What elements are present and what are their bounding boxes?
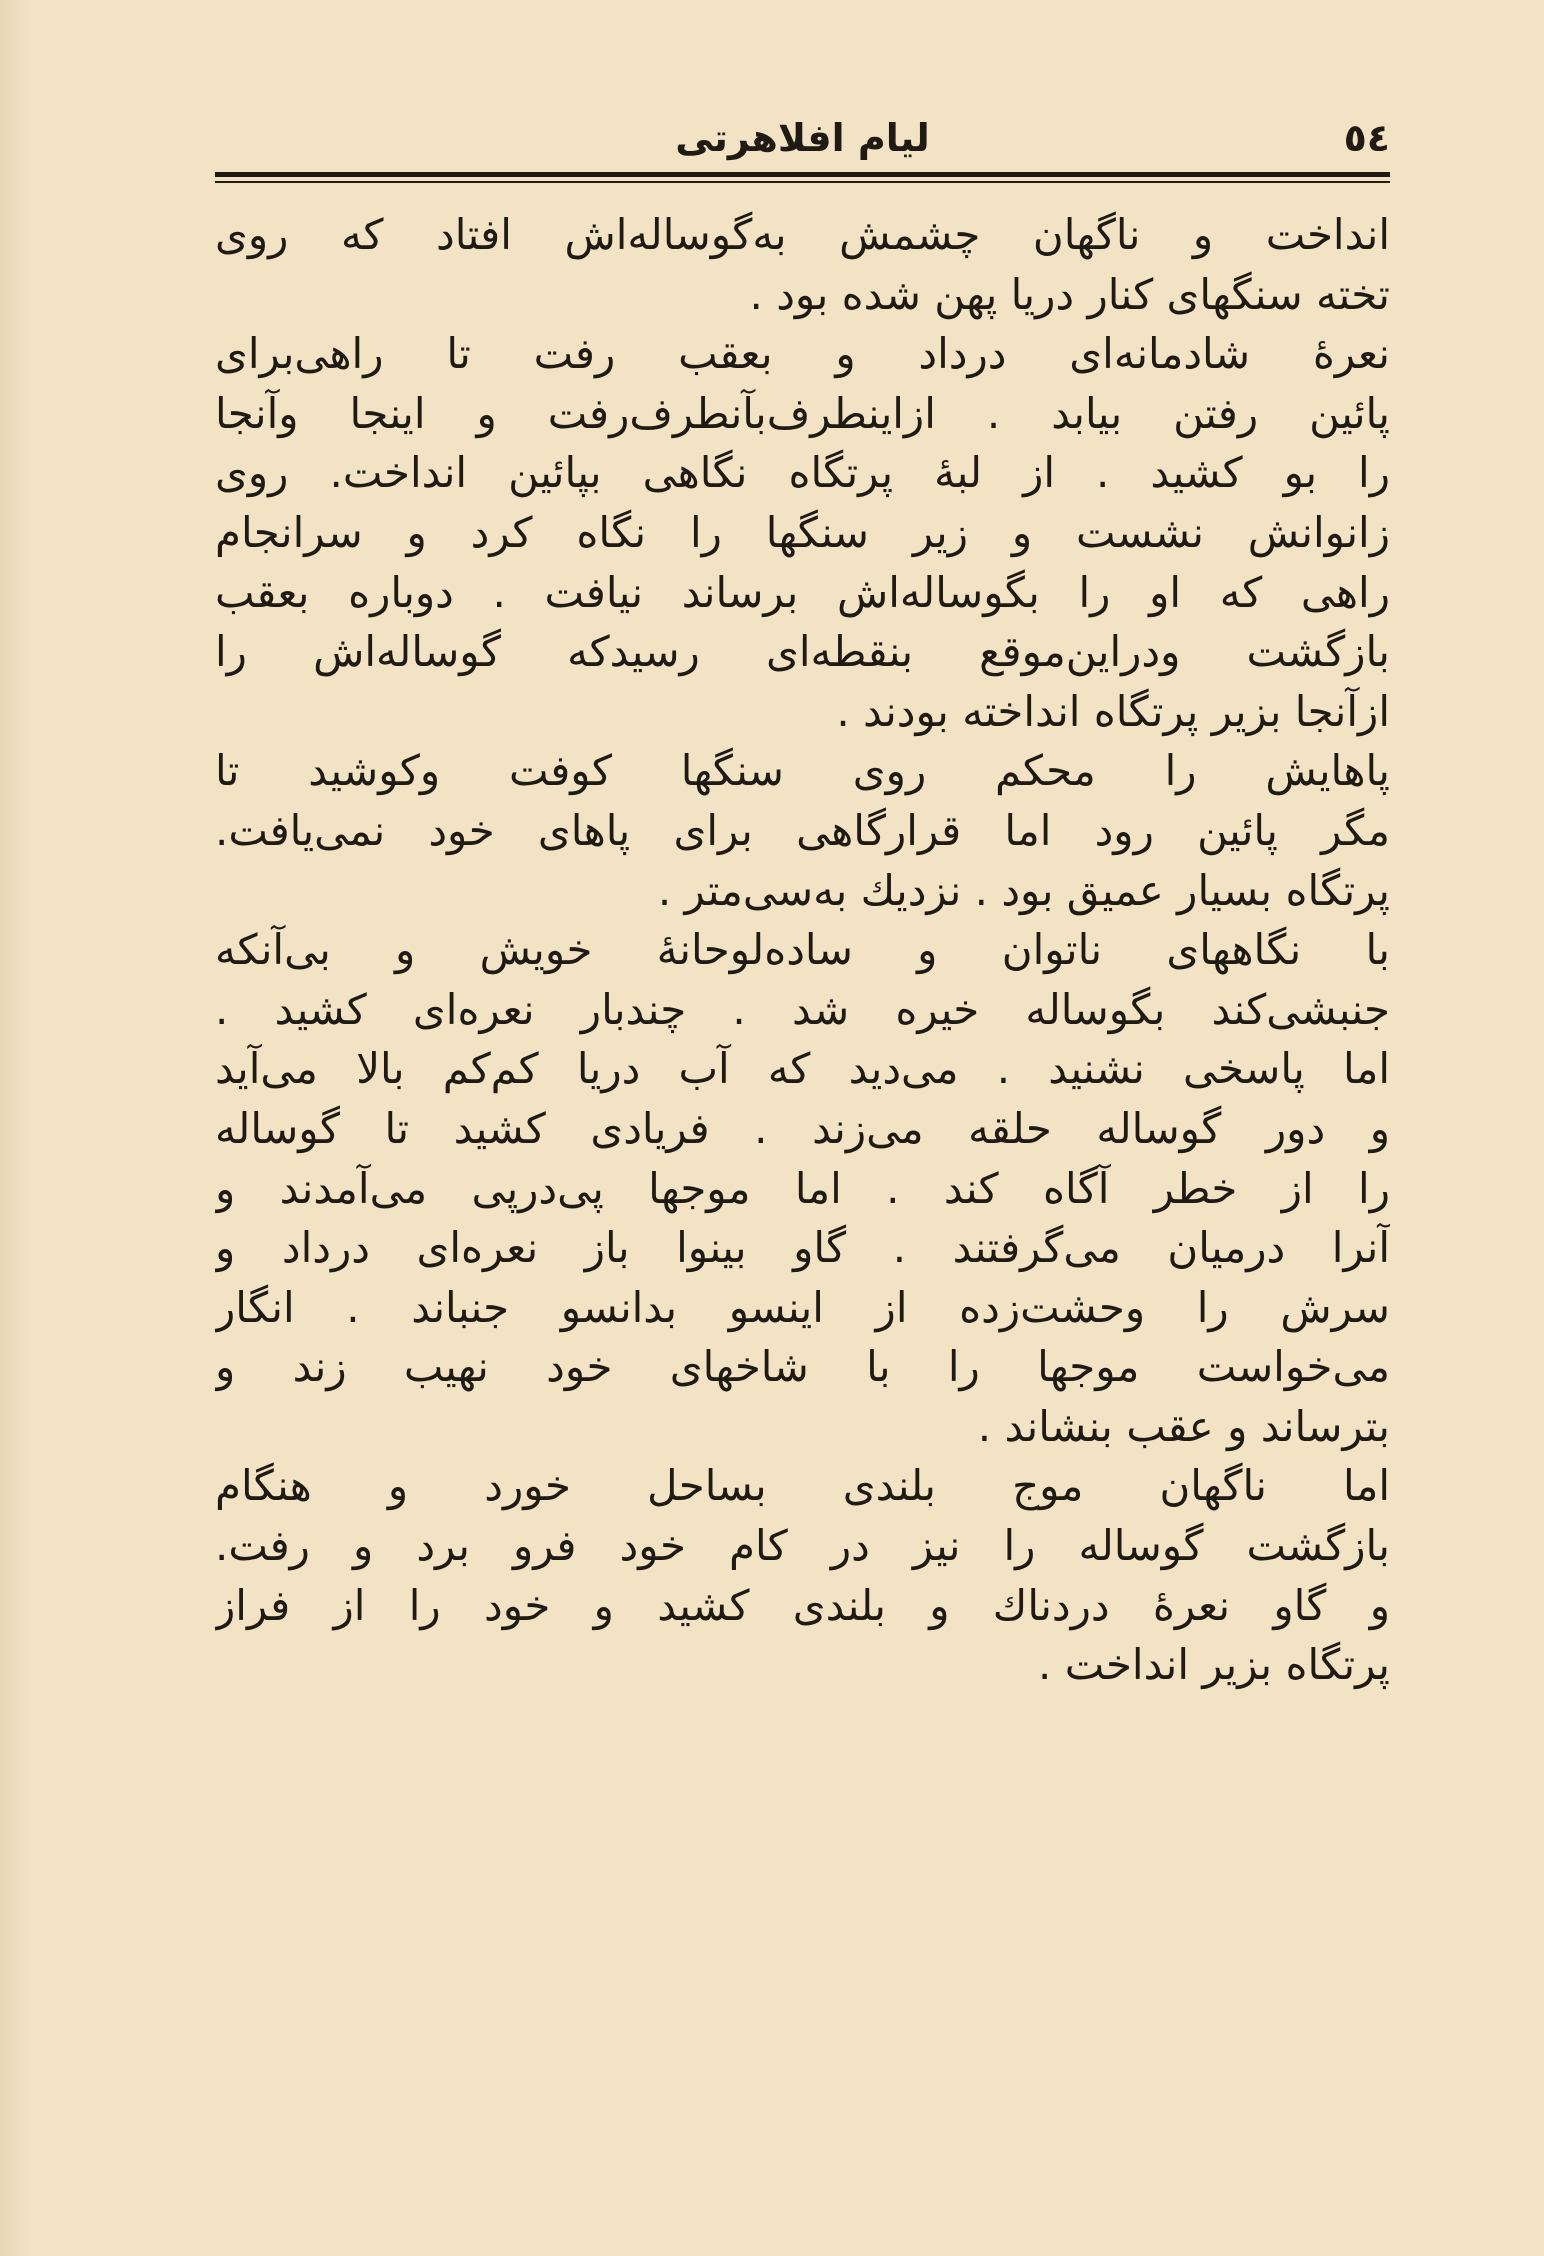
- text-line: اما پاسخی نشنید . می‌دید که آب دریا کم‌کم بالا می‌آید: [215, 1044, 1390, 1094]
- text-line: پائین رفتن بیابد . ازاینطرف‌بآنطرف‌رفت و اینجا وآنجا: [215, 388, 1390, 438]
- header-rule-thin: [215, 181, 1390, 183]
- text-line: اما ناگهان موج بلندی بساحل خورد و هنگام: [215, 1461, 1390, 1511]
- text-line: بازگشت ودراین‌موقع بنقطه‌ای رسیدکه گوساله‌اش را: [215, 627, 1390, 677]
- text-line: زانوانش نشست و زیر سنگها را نگاه کرد و سرانجام: [215, 507, 1390, 557]
- text-line: را از خطر آگاه کند . اما موجها پی‌درپی می‌آمدند و: [215, 1163, 1390, 1213]
- text-line: نعرهٔ شادمانه‌ای درداد و بعقب رفت تا راهی‌برای: [215, 329, 1390, 379]
- text-line: و دور گوساله حلقه می‌زند . فریادی کشید تا گوساله: [215, 1103, 1390, 1153]
- text-line: سرش را وحشت‌زده از اینسو بدانسو جنباند . انگار: [215, 1282, 1390, 1332]
- text-line: جنبشی‌کند بگوساله خیره شد . چندبار نعره‌ای کشید .: [215, 984, 1390, 1034]
- text-line: را بو کشید . از لبهٔ پرتگاه نگاهی بپائین انداخت. روی: [215, 448, 1390, 498]
- text-line: پرتگاه بزیر انداخت .: [1038, 1640, 1390, 1690]
- text-line: با نگاههای ناتوان و ساده‌لوحانهٔ خویش و بی‌آنکه: [215, 925, 1390, 975]
- text-line: پاهایش را محکم روی سنگها کوفت وکوشید تا: [215, 746, 1390, 796]
- running-head: [215, 110, 1390, 170]
- text-line: می‌خواست موجها را با شاخهای خود نهیب زند و: [215, 1342, 1390, 1392]
- text-line: تخته سنگهای کنار دریا پهن شده بود .: [749, 269, 1390, 319]
- text-line: بترساند و عقب بنشاند .: [977, 1401, 1390, 1451]
- text-line: بازگشت گوساله را نیز در کام خود فرو برد و رفت.: [215, 1521, 1390, 1571]
- running-title: لیام افلاهرتی: [675, 116, 930, 160]
- text-line: راهی که او را بگوساله‌اش برساند نیافت . دوباره بعقب: [215, 567, 1390, 617]
- body-text: [215, 205, 1390, 1695]
- text-line: پرتگاه بسیار عمیق بود . نزدیك به‌سی‌متر .: [657, 865, 1390, 915]
- text-line: انداخت و ناگهان چشمش به‌گوساله‌اش افتاد که روی: [215, 210, 1390, 259]
- text-line: مگر پائین رود اما قرارگاهی برای پاهای خود نمی‌یافت.: [215, 805, 1390, 855]
- page-number: ٥٤: [1343, 116, 1390, 160]
- text-line: آنرا درمیان می‌گرفتند . گاو بینوا باز نعره‌ای درداد و: [215, 1223, 1390, 1273]
- header-rule-thick: [215, 172, 1390, 177]
- text-line: ازآنجا بزیر پرتگاه انداخته بودند .: [836, 686, 1390, 736]
- text-line: و گاو نعرهٔ دردناك و بلندی کشید و خود را از فراز: [215, 1580, 1390, 1630]
